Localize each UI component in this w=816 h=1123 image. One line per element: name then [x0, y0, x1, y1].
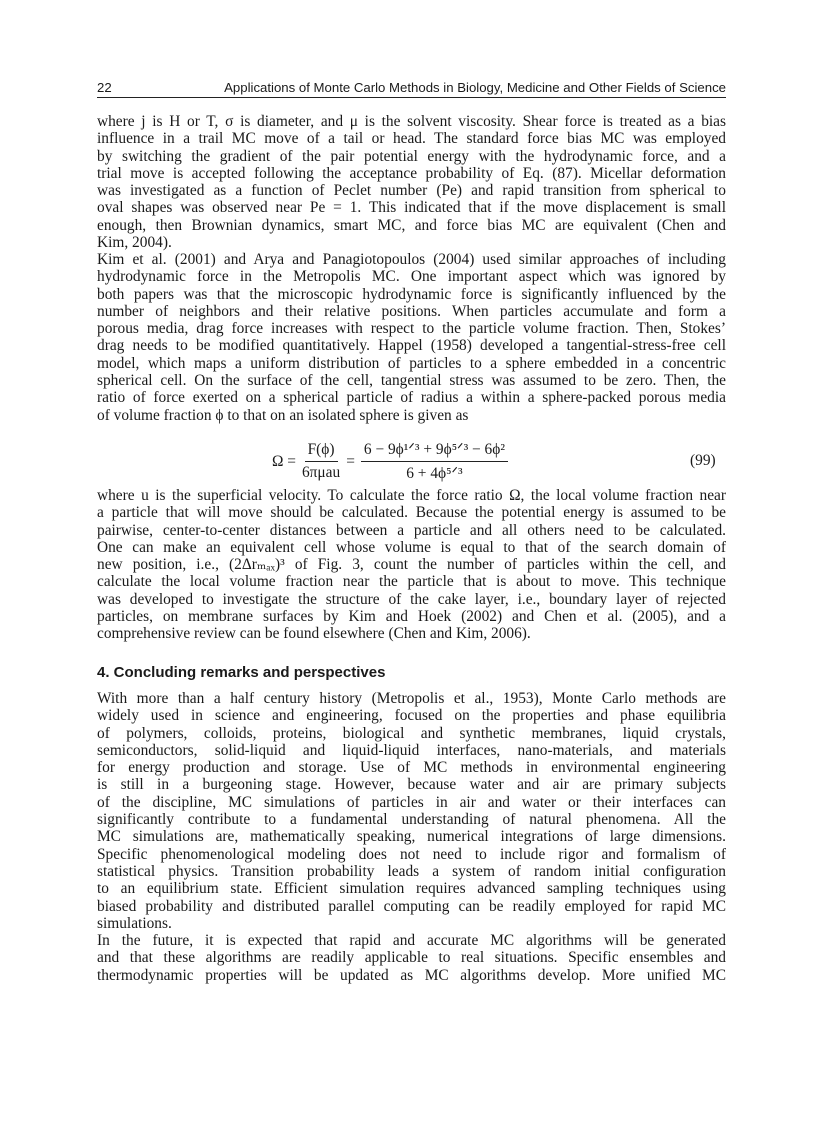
text-line: With more than a half century history (Metropolis et al., 1953), Monte Carlo methods are	[97, 690, 726, 707]
text-line: simulations.	[97, 914, 172, 932]
text-line: and that these algorithms are readily applicable to real situations. Specific ensembles and	[97, 949, 726, 967]
text-line: oval shapes was observed near Pe = 1. This indicated that if the move displacement is small	[97, 199, 726, 217]
paragraph-5	[97, 932, 726, 984]
text-line: was investigated as a function of Peclet number (Pe) and rapid transition from spherical to	[97, 182, 726, 200]
text-line: for energy production and storage. Use of MC methods in environmental engineering	[97, 759, 726, 777]
page-number: 22	[97, 80, 112, 95]
paragraph-1	[97, 113, 726, 251]
text-line: calculate the local volume fraction near the particle that is about to move. This technique	[97, 573, 726, 591]
text-line: ratio of force exerted on a spherical particle of radius a within a sphere-packed porous media	[97, 389, 726, 407]
text-line: Kim et al. (2001) and Arya and Panagiotopoulos (2004) used similar approaches of including	[97, 251, 726, 268]
text-line: of the discipline, MC simulations of particles in air and water or their interfaces can	[97, 793, 726, 811]
text-line: biased probability and distributed parallel computing can be readily employed for rapid MC	[97, 897, 726, 915]
text-line: both papers was that the microscopic hydrodynamic force is significantly influenced by the	[97, 285, 726, 303]
text-line: of polymers, colloids, proteins, biological and synthetic membranes, liquid crystals,	[97, 724, 726, 742]
fraction-1	[302, 441, 340, 482]
section-heading: 4. Concluding remarks and perspectives	[97, 664, 386, 681]
text-line: hydrodynamic force in the Metropolis MC. One important aspect which was ignored by	[97, 268, 726, 286]
text-line: to an equilibrium state. Efficient simulation requires advanced sampling techniques using	[97, 880, 726, 898]
eq-lhs: Ω =	[272, 452, 296, 470]
text-line: thermodynamic properties will be updated as MC algorithms develop. More unified MC	[97, 966, 726, 984]
fraction-1-numerator: F(ϕ)	[305, 441, 338, 462]
running-title: Applications of Monte Carlo Methods in Biology, Medicine and Other Fields of Science	[224, 80, 726, 95]
text-line: particles, on membrane surfaces by Kim and Hoek (2002) and Chen et al. (2005), and a	[97, 608, 726, 626]
text-line: was developed to investigate the structure of the cake layer, i.e., boundary layer of rejected	[97, 590, 726, 608]
fraction-2-denominator: 6 + 4ϕ⁵ᐟ³	[406, 465, 463, 482]
text-line: where j is H or T, σ is diameter, and μ is the solvent viscosity. Shear force is treated as a bias	[97, 113, 726, 130]
equation-number: (99)	[690, 452, 716, 469]
text-line: In the future, it is expected that rapid and accurate MC algorithms will be generated	[97, 932, 726, 949]
text-line: by switching the gradient of the pair potential energy with the hydrodynamic force, and a	[97, 147, 726, 165]
text-line: is still in a burgeoning stage. However, because water and air are primary subjects	[97, 776, 726, 794]
paragraph-2	[97, 251, 726, 424]
equation-99	[272, 440, 514, 483]
fraction-2-numerator: 6 − 9ϕ¹ᐟ³ + 9ϕ⁵ᐟ³ − 6ϕ²	[361, 440, 508, 462]
text-line: One can make an equivalent cell whose volume is equal to that of the search domain of	[97, 538, 726, 556]
text-line: where u is the superficial velocity. To calculate the force ratio Ω, the local volume fraction near	[97, 487, 726, 504]
text-line: MC simulations are, mathematically speaking, numerical integrations of large dimensions.	[97, 828, 726, 846]
running-header	[97, 78, 726, 98]
text-line: significantly contribute to a fundamental understanding of natural phenomena. All the	[97, 811, 726, 829]
text-line: widely used in science and engineering, focused on the properties and phase equilibria	[97, 707, 726, 725]
text-line: number of neighbors and their relative positions. When particles accumulate and form a	[97, 302, 726, 320]
text-line: influence in a trail MC move of a tail or head. The standard force bias MC was employed	[97, 130, 726, 148]
text-line: drag needs to be modified quantitatively. Happel (1958) developed a tangential-stress-free cell	[97, 337, 726, 355]
text-line: a particle that will move should be calculated. Because the potential energy is assumed to be	[97, 504, 726, 522]
text-line: trial move is accepted following the acceptance probability of Eq. (87). Micellar deformation	[97, 164, 726, 182]
text-line: comprehensive review can be found elsewhere (Chen and Kim, 2006).	[97, 625, 531, 643]
text-line: semiconductors, solid-liquid and liquid-liquid interfaces, nano-materials, and materials	[97, 741, 726, 759]
fraction-2	[361, 440, 508, 483]
text-line: model, which maps a uniform distribution of particles to a sphere embedded in a concentric	[97, 354, 726, 372]
text-line: statistical physics. Transition probability leads a system of random initial configuration	[97, 862, 726, 880]
fraction-1-denominator: 6πμau	[301, 464, 341, 481]
eq-equals: =	[346, 452, 355, 470]
text-line: of volume fraction ϕ to that on an isolated sphere is given as	[97, 406, 469, 424]
paragraph-3	[97, 487, 726, 643]
text-line: Specific phenomenological modeling does not need to include rigor and formalism of	[97, 845, 726, 863]
text-line: porous media, drag force increases with respect to the particle volume fraction. Then, Stokes’	[97, 320, 726, 338]
text-line: enough, then Brownian dynamics, smart MC, and force bias MC are equivalent (Chen and	[97, 216, 726, 234]
text-line: pairwise, center-to-center distances between a particle and all others need to be calculated.	[97, 521, 726, 539]
paragraph-4	[97, 690, 726, 932]
text-line: new position, i.e., (2Δrₘₐₓ)³ of Fig. 3, count the number of particles within the cell, and	[97, 556, 726, 574]
text-line: spherical cell. On the surface of the cell, tangential stress was assumed to be zero. Then, the	[97, 372, 726, 390]
text-line: Kim, 2004).	[97, 234, 172, 252]
